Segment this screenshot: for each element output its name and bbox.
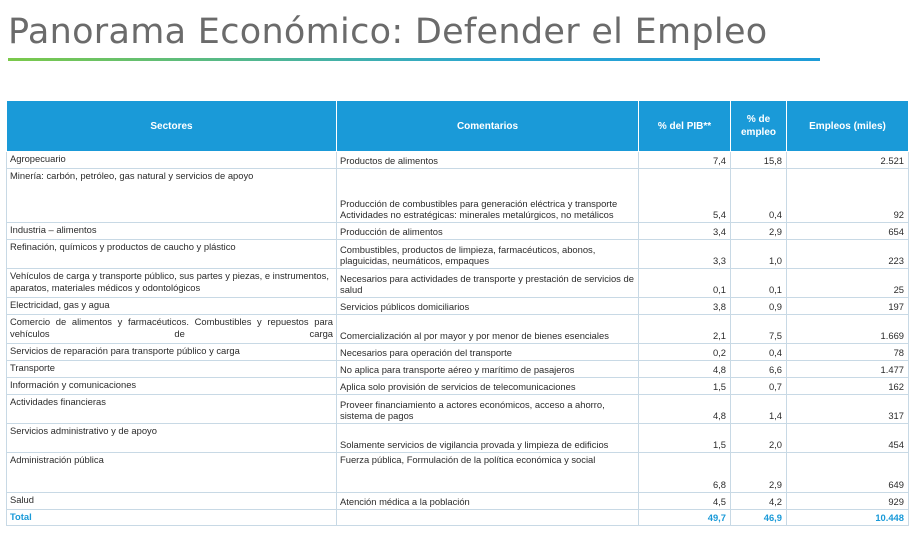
table-row: [7, 493, 909, 510]
sector-cell: Industria – alimentos: [7, 223, 337, 240]
empleo-cell: 6,6: [731, 361, 787, 378]
pib-cell: 0,1: [639, 269, 731, 298]
miles-cell: 197: [787, 298, 909, 315]
comment-cell: Atención médica a la población: [337, 493, 639, 510]
total-empleo: 46,9: [731, 510, 787, 526]
table-row: [7, 378, 909, 395]
sector-cell: Minería: carbón, petróleo, gas natural y servicios de apoyo: [7, 169, 337, 223]
miles-cell: 649: [787, 453, 909, 493]
table-row: [7, 453, 909, 493]
miles-cell: 25: [787, 269, 909, 298]
miles-cell: 223: [787, 240, 909, 269]
sector-cell: Información y comunicaciones: [7, 378, 337, 395]
table-row: [7, 424, 909, 453]
empleo-cell: 1,4: [731, 395, 787, 424]
comment-cell: Comercialización al por mayor y por menor de bienes esenciales: [337, 315, 639, 344]
table-header-row: [7, 101, 909, 152]
table-row: [7, 395, 909, 424]
table-row: [7, 298, 909, 315]
pib-cell: 6,8: [639, 453, 731, 493]
table-row: [7, 315, 909, 344]
pib-cell: 7,4: [639, 152, 731, 169]
comment-cell: Proveer financiamiento a actores económicos, acceso a ahorro, sistema de pagos: [337, 395, 639, 424]
pib-cell: 0,2: [639, 344, 731, 361]
sector-cell: Servicios administrativo y de apoyo: [7, 424, 337, 453]
pib-cell: 5,4: [639, 169, 731, 223]
empleo-cell: 2,0: [731, 424, 787, 453]
pib-cell: 1,5: [639, 424, 731, 453]
comment-cell: Servicios públicos domiciliarios: [337, 298, 639, 315]
sector-cell: Administración pública: [7, 453, 337, 493]
empleo-cell: 0,1: [731, 269, 787, 298]
comment-line: Actividades no estratégicas: minerales metalúrgicos, no metálicos: [340, 209, 614, 221]
miles-cell: 454: [787, 424, 909, 453]
header-empleo: % de empleo: [731, 101, 787, 152]
pib-cell: 2,1: [639, 315, 731, 344]
sector-cell: Vehículos de carga y transporte público, sus partes y piezas, e instrumentos, aparatos, materiales médicos y odontológicos: [7, 269, 337, 298]
comment-cell: No aplica para transporte aéreo y marítimo de pasajeros: [337, 361, 639, 378]
table-row: [7, 223, 909, 240]
comment-cell: Necesarios para operación del transporte: [337, 344, 639, 361]
total-comment-cell: [337, 510, 639, 526]
miles-cell: 2.521: [787, 152, 909, 169]
miles-cell: 1.669: [787, 315, 909, 344]
header-miles: Empleos (miles): [787, 101, 909, 152]
total-miles: 10.448: [787, 510, 909, 526]
comment-cell: Fuerza pública, Formulación de la política económica y social: [337, 453, 639, 493]
header-sectores: Sectores: [7, 101, 337, 152]
empleo-cell: 2,9: [731, 453, 787, 493]
miles-cell: 92: [787, 169, 909, 223]
pib-cell: 4,8: [639, 395, 731, 424]
sector-cell: Refinación, químicos y productos de caucho y plástico: [7, 240, 337, 269]
employment-table: [6, 100, 909, 526]
sector-cell: Comercio de alimentos y farmacéuticos. Combustibles y repuestos para vehículos de carga: [7, 315, 337, 344]
empleo-cell: 0,4: [731, 169, 787, 223]
empleo-cell: 15,8: [731, 152, 787, 169]
empleo-cell: 0,7: [731, 378, 787, 395]
empleo-cell: 0,9: [731, 298, 787, 315]
pib-cell: 4,5: [639, 493, 731, 510]
comment-cell: Producción de alimentos: [337, 223, 639, 240]
pib-cell: 3,3: [639, 240, 731, 269]
empleo-cell: 7,5: [731, 315, 787, 344]
table-row: [7, 240, 909, 269]
total-label: Total: [7, 510, 337, 526]
comment-line: Producción de combustibles para generación eléctrica y transporte: [340, 197, 618, 209]
miles-cell: 1.477: [787, 361, 909, 378]
comment-cell: [337, 169, 639, 223]
sector-cell: Salud: [7, 493, 337, 510]
table-row: [7, 152, 909, 169]
comment-cell: Necesarios para actividades de transporte y prestación de servicios de salud: [337, 269, 639, 298]
comment-cell: Solamente servicios de vigilancia provada y limpieza de edificios: [337, 424, 639, 453]
table-row: [7, 344, 909, 361]
miles-cell: 78: [787, 344, 909, 361]
sector-cell: Servicios de reparación para transporte público y carga: [7, 344, 337, 361]
page-title: Panorama Económico: Defender el Empleo: [8, 12, 768, 52]
title-underline: [8, 58, 820, 61]
table-row: [7, 269, 909, 298]
header-pib: % del PIB**: [639, 101, 731, 152]
comment-cell: Combustibles, productos de limpieza, farmacéuticos, abonos, plaguicidas, neumáticos, empaques: [337, 240, 639, 269]
miles-cell: 654: [787, 223, 909, 240]
sector-cell: Transporte: [7, 361, 337, 378]
empleo-cell: 2,9: [731, 223, 787, 240]
header-comentarios: Comentarios: [337, 101, 639, 152]
total-row: [7, 510, 909, 526]
miles-cell: 317: [787, 395, 909, 424]
sector-cell: Actividades financieras: [7, 395, 337, 424]
pib-cell: 4,8: [639, 361, 731, 378]
sector-cell: Electricidad, gas y agua: [7, 298, 337, 315]
table-row: [7, 361, 909, 378]
empleo-cell: 1,0: [731, 240, 787, 269]
miles-cell: 162: [787, 378, 909, 395]
empleo-cell: 4,2: [731, 493, 787, 510]
table-row: [7, 169, 909, 223]
comment-cell: Productos de alimentos: [337, 152, 639, 169]
empleo-cell: 0,4: [731, 344, 787, 361]
pib-cell: 3,8: [639, 298, 731, 315]
total-pib: 49,7: [639, 510, 731, 526]
miles-cell: 929: [787, 493, 909, 510]
pib-cell: 3,4: [639, 223, 731, 240]
sector-cell: Agropecuario: [7, 152, 337, 169]
pib-cell: 1,5: [639, 378, 731, 395]
comment-cell: Aplica solo provisión de servicios de telecomunicaciones: [337, 378, 639, 395]
